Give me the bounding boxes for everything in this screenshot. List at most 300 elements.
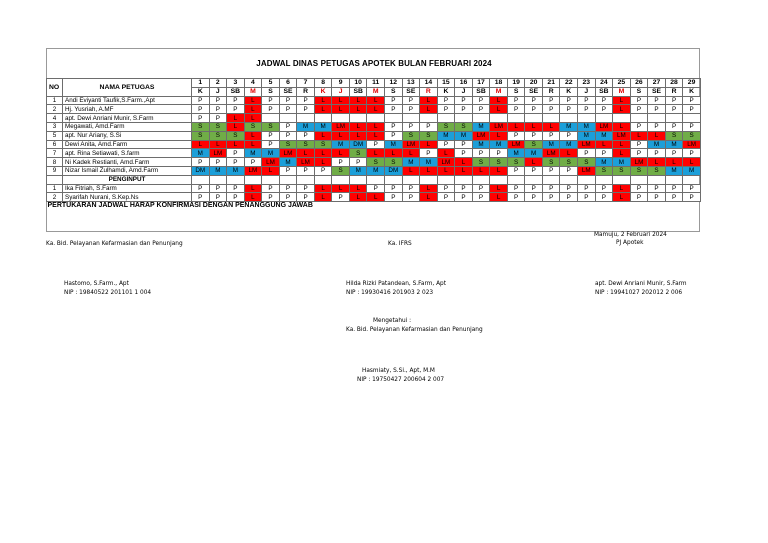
shift-cell: S: [455, 122, 473, 131]
shift-cell: LM: [507, 140, 525, 149]
shift-cell: L: [420, 105, 438, 114]
shift-cell: P: [332, 193, 350, 202]
shift-cell: P: [507, 131, 525, 140]
shift-cell: P: [437, 96, 455, 105]
shift-cell: P: [262, 184, 280, 193]
shift-cell: S: [507, 158, 525, 167]
shift-cell: [648, 114, 666, 123]
shift-cell: DM: [349, 140, 367, 149]
shift-cell: [472, 114, 490, 123]
staff-row: [47, 140, 701, 149]
shift-cell: M: [332, 140, 350, 149]
header-date: 23: [578, 79, 596, 88]
header-date: 24: [595, 79, 613, 88]
header-weekday: R: [665, 87, 683, 96]
shift-cell: L: [630, 131, 648, 140]
shift-cell: S: [297, 140, 315, 149]
shift-cell: P: [227, 149, 245, 158]
shift-cell: S: [613, 166, 631, 175]
shift-cell: P: [332, 158, 350, 167]
shift-cell: S: [437, 122, 455, 131]
shift-cell: [613, 114, 631, 123]
shift-cell: P: [490, 149, 508, 158]
shift-cell: P: [455, 193, 473, 202]
ack-signatory-nip: NIP : 19750427 200604 2 007: [357, 377, 445, 383]
header-weekday: R: [542, 87, 560, 96]
shift-cell: [367, 114, 385, 123]
shift-cell: L: [244, 184, 262, 193]
shift-cell: P: [192, 105, 210, 114]
staff-name: Andi Eviyanti Taufik,S.Farm.,Apt: [63, 96, 192, 105]
header-date: 8: [314, 79, 332, 88]
shift-cell: L: [420, 166, 438, 175]
shift-cell: M: [437, 131, 455, 140]
row-number: 1: [47, 184, 63, 193]
shift-cell: L: [613, 122, 631, 131]
staff-row: [47, 158, 701, 167]
shift-cell: P: [648, 122, 666, 131]
shift-cell: P: [385, 193, 403, 202]
header-weekday: K: [437, 87, 455, 96]
shift-cell: P: [455, 105, 473, 114]
shift-cell: P: [420, 149, 438, 158]
shift-cell: M: [683, 166, 701, 175]
row-number: 9: [47, 166, 63, 175]
shift-cell: P: [297, 184, 315, 193]
shift-cell: S: [314, 140, 332, 149]
shift-cell: P: [262, 131, 280, 140]
shift-cell: L: [209, 140, 227, 149]
shift-cell: P: [402, 184, 420, 193]
shift-cell: P: [209, 184, 227, 193]
shift-cell: P: [507, 105, 525, 114]
section-blank-cell: [683, 175, 701, 184]
header-date: 25: [613, 79, 631, 88]
shift-cell: P: [595, 149, 613, 158]
shift-cell: P: [279, 193, 297, 202]
staff-name: Ni Kadek Restianti, Amd.Farm: [63, 158, 192, 167]
shift-cell: P: [665, 184, 683, 193]
shift-cell: P: [314, 166, 332, 175]
shift-cell: L: [385, 149, 403, 158]
schedule-note: PERTUKARAN JADWAL HARAP KONFIRMASI DENGAN PENANGGUNG JAWAB: [47, 202, 313, 210]
shift-cell: P: [209, 96, 227, 105]
shift-cell: L: [490, 193, 508, 202]
shift-cell: P: [665, 193, 683, 202]
shift-cell: P: [630, 96, 648, 105]
header-weekday: S: [262, 87, 280, 96]
row-number: 2: [47, 105, 63, 114]
shift-cell: L: [613, 193, 631, 202]
section-blank-cell: [472, 175, 490, 184]
shift-cell: P: [385, 96, 403, 105]
shift-cell: P: [542, 166, 560, 175]
shift-cell: P: [665, 96, 683, 105]
shift-cell: P: [683, 184, 701, 193]
mid-role: Ka. IFRS: [388, 241, 412, 247]
shift-cell: P: [227, 105, 245, 114]
shift-cell: M: [595, 158, 613, 167]
shift-cell: L: [490, 105, 508, 114]
shift-cell: L: [332, 105, 350, 114]
section-blank-cell: [244, 175, 262, 184]
shift-cell: P: [648, 96, 666, 105]
staff-name: Ika Fitriah, S.Farm: [63, 184, 192, 193]
shift-cell: L: [420, 96, 438, 105]
shift-cell: LM: [630, 158, 648, 167]
row-number: 2: [47, 193, 63, 202]
shift-cell: P: [455, 96, 473, 105]
shift-cell: P: [542, 105, 560, 114]
shift-cell: P: [560, 131, 578, 140]
right-signatory-nip: NIP : 19941027 202012 2 006: [595, 290, 683, 296]
header-date: 13: [402, 79, 420, 88]
shift-cell: P: [578, 149, 596, 158]
shift-cell: [349, 114, 367, 123]
right-signatory-name: apt. Dewi Anriani Munir, S.Farm: [595, 281, 687, 287]
header-weekday: R: [297, 87, 315, 96]
shift-cell: S: [367, 158, 385, 167]
shift-cell: P: [560, 184, 578, 193]
row-number: 6: [47, 140, 63, 149]
shift-cell: P: [472, 96, 490, 105]
shift-cell: [455, 114, 473, 123]
shift-cell: P: [209, 114, 227, 123]
header-weekday: S: [630, 87, 648, 96]
row-number: 3: [47, 122, 63, 131]
shift-cell: L: [420, 140, 438, 149]
shift-cell: L: [349, 122, 367, 131]
shift-cell: P: [455, 140, 473, 149]
shift-cell: L: [595, 140, 613, 149]
shift-cell: S: [595, 166, 613, 175]
shift-cell: M: [490, 140, 508, 149]
shift-cell: L: [244, 114, 262, 123]
shift-cell: [262, 114, 280, 123]
header-date: 28: [665, 79, 683, 88]
shift-cell: [314, 114, 332, 123]
shift-cell: LM: [279, 149, 297, 158]
section-blank-cell: [192, 175, 210, 184]
shift-cell: L: [507, 122, 525, 131]
section-blank-cell: [402, 175, 420, 184]
shift-cell: S: [525, 140, 543, 149]
staff-name: apt. Rina Setiawati, S.farm: [63, 149, 192, 158]
shift-cell: [542, 114, 560, 123]
shift-cell: [490, 114, 508, 123]
shift-cell: S: [490, 158, 508, 167]
header-weekday: SB: [472, 87, 490, 96]
header-weekday: SB: [595, 87, 613, 96]
shift-cell: M: [192, 149, 210, 158]
shift-cell: LM: [332, 122, 350, 131]
shift-cell: L: [648, 158, 666, 167]
header-weekday: M: [613, 87, 631, 96]
shift-cell: P: [630, 184, 648, 193]
header-weekday: SB: [227, 87, 245, 96]
shift-cell: P: [560, 193, 578, 202]
shift-cell: P: [683, 96, 701, 105]
shift-cell: P: [542, 184, 560, 193]
left-role: Ka. Bid. Pelayanan Kefarmasian dan Penunjang: [46, 241, 183, 247]
shift-cell: P: [507, 184, 525, 193]
shift-cell: P: [192, 114, 210, 123]
shift-cell: P: [683, 105, 701, 114]
shift-cell: P: [648, 184, 666, 193]
section-blank-cell: [385, 175, 403, 184]
header-date: 19: [507, 79, 525, 88]
staff-row: [47, 122, 701, 131]
shift-cell: P: [192, 158, 210, 167]
shift-cell: P: [402, 105, 420, 114]
shift-cell: [402, 114, 420, 123]
header-date: 4: [244, 79, 262, 88]
row-number: 5: [47, 131, 63, 140]
mid-signatory-name: Hilda Rizki Patandean, S.Farm, Apt: [346, 281, 446, 287]
header-date: 18: [490, 79, 508, 88]
shift-cell: LM: [542, 149, 560, 158]
section-blank-cell: [560, 175, 578, 184]
shift-cell: M: [665, 140, 683, 149]
shift-cell: L: [332, 184, 350, 193]
shift-cell: P: [192, 193, 210, 202]
shift-cell: P: [297, 193, 315, 202]
header-weekday: SE: [525, 87, 543, 96]
shift-cell: M: [244, 149, 262, 158]
shift-cell: P: [542, 96, 560, 105]
shift-cell: LM: [209, 149, 227, 158]
shift-cell: P: [525, 184, 543, 193]
shift-cell: L: [613, 105, 631, 114]
shift-cell: P: [385, 122, 403, 131]
shift-cell: S: [420, 131, 438, 140]
shift-cell: LM: [244, 166, 262, 175]
shift-cell: P: [630, 122, 648, 131]
shift-cell: M: [314, 122, 332, 131]
shift-cell: L: [349, 193, 367, 202]
shift-cell: M: [613, 158, 631, 167]
header-weekday: R: [420, 87, 438, 96]
shift-cell: P: [560, 105, 578, 114]
section-blank-cell: [630, 175, 648, 184]
shift-cell: M: [525, 149, 543, 158]
header-no: NO: [47, 79, 63, 97]
roster-table: [46, 78, 701, 220]
staff-name: Dewi Anita, Amd.Farm: [63, 140, 192, 149]
section-blank-cell: [209, 175, 227, 184]
section-blank-cell: [279, 175, 297, 184]
shift-cell: [595, 114, 613, 123]
shift-cell: L: [349, 96, 367, 105]
shift-cell: P: [385, 131, 403, 140]
section-blank-cell: [507, 175, 525, 184]
shift-cell: P: [542, 131, 560, 140]
shift-cell: L: [314, 158, 332, 167]
shift-cell: L: [683, 158, 701, 167]
shift-cell: LM: [578, 140, 596, 149]
mid-signatory-nip: NIP : 19930416 201903 2 023: [346, 290, 434, 296]
header-date: 12: [385, 79, 403, 88]
shift-cell: L: [490, 184, 508, 193]
shift-cell: P: [595, 193, 613, 202]
shift-cell: P: [560, 166, 578, 175]
shift-cell: P: [367, 184, 385, 193]
header-weekday: M: [244, 87, 262, 96]
shift-cell: S: [665, 131, 683, 140]
shift-cell: M: [385, 140, 403, 149]
shift-cell: [683, 114, 701, 123]
shift-cell: L: [244, 131, 262, 140]
shift-cell: M: [578, 122, 596, 131]
shift-cell: P: [507, 96, 525, 105]
shift-cell: L: [244, 96, 262, 105]
section-blank-cell: [665, 175, 683, 184]
shift-cell: S: [209, 122, 227, 131]
left-signatory-nip: NIP : 19840522 201101 1 004: [64, 290, 152, 296]
shift-cell: P: [595, 184, 613, 193]
header-weekday: K: [314, 87, 332, 96]
shift-cell: P: [683, 193, 701, 202]
shift-cell: [437, 114, 455, 123]
shift-cell: M: [420, 158, 438, 167]
shift-cell: L: [437, 166, 455, 175]
shift-cell: M: [542, 140, 560, 149]
shift-cell: [332, 114, 350, 123]
section-blank-cell: [648, 175, 666, 184]
header-weekday: K: [683, 87, 701, 96]
header-date: 27: [648, 79, 666, 88]
shift-cell: L: [613, 96, 631, 105]
shift-cell: L: [314, 193, 332, 202]
shift-cell: S: [630, 166, 648, 175]
shift-cell: P: [297, 105, 315, 114]
shift-cell: P: [542, 193, 560, 202]
shift-cell: L: [367, 122, 385, 131]
shift-cell: P: [578, 184, 596, 193]
shift-cell: L: [227, 114, 245, 123]
shift-cell: M: [209, 166, 227, 175]
shift-cell: P: [578, 96, 596, 105]
header-date: 3: [227, 79, 245, 88]
section-blank-cell: [367, 175, 385, 184]
header-weekday: S: [385, 87, 403, 96]
shift-cell: P: [455, 184, 473, 193]
shift-cell: S: [262, 122, 280, 131]
section-blank-cell: [613, 175, 631, 184]
shift-cell: L: [349, 131, 367, 140]
shift-cell: S: [244, 122, 262, 131]
shift-cell: P: [630, 193, 648, 202]
section-label: PENGINPUT: [63, 175, 192, 184]
shift-cell: L: [613, 140, 631, 149]
header-weekday: SE: [648, 87, 666, 96]
shift-cell: P: [560, 96, 578, 105]
header-weekday: SB: [349, 87, 367, 96]
header-date: 9: [332, 79, 350, 88]
shift-cell: P: [402, 122, 420, 131]
staff-row: [47, 166, 701, 175]
shift-cell: L: [314, 96, 332, 105]
shift-cell: P: [227, 158, 245, 167]
shift-cell: L: [490, 131, 508, 140]
staff-name: Nizar Ismail Zulhamdi, Amd.Farm: [63, 166, 192, 175]
shift-cell: P: [525, 96, 543, 105]
shift-cell: [279, 114, 297, 123]
shift-cell: L: [227, 140, 245, 149]
shift-cell: P: [683, 149, 701, 158]
shift-cell: M: [455, 131, 473, 140]
shift-cell: [560, 114, 578, 123]
shift-cell: P: [648, 149, 666, 158]
shift-cell: M: [349, 166, 367, 175]
header-weekday: SE: [279, 87, 297, 96]
shift-cell: M: [297, 122, 315, 131]
shift-cell: L: [420, 184, 438, 193]
shift-cell: LM: [262, 158, 280, 167]
shift-cell: LM: [437, 158, 455, 167]
shift-cell: L: [314, 105, 332, 114]
shift-cell: S: [227, 131, 245, 140]
shift-cell: L: [613, 184, 631, 193]
shift-cell: L: [297, 149, 315, 158]
shift-cell: P: [525, 166, 543, 175]
shift-cell: P: [244, 158, 262, 167]
staff-row: [47, 149, 701, 158]
header-weekday: J: [578, 87, 596, 96]
ack-signatory-name: Hasmiaty, S.Si., Apt, M.M: [362, 368, 435, 374]
shift-cell: M: [472, 122, 490, 131]
shift-cell: [525, 114, 543, 123]
shift-cell: S: [209, 131, 227, 140]
shift-cell: LM: [578, 166, 596, 175]
shift-cell: L: [490, 166, 508, 175]
shift-cell: L: [560, 149, 578, 158]
section-blank-cell: [297, 175, 315, 184]
shift-cell: M: [560, 140, 578, 149]
shift-cell: S: [349, 149, 367, 158]
section-blank-cell: [542, 175, 560, 184]
shift-cell: P: [279, 131, 297, 140]
header-date: 15: [437, 79, 455, 88]
shift-cell: L: [402, 149, 420, 158]
shift-cell: M: [262, 149, 280, 158]
shift-cell: P: [595, 105, 613, 114]
row-number: 7: [47, 149, 63, 158]
shift-cell: P: [402, 96, 420, 105]
staff-name: Megawati, Amd.Farm: [63, 122, 192, 131]
shift-cell: [665, 114, 683, 123]
shift-cell: P: [279, 122, 297, 131]
section-blank-cell: [314, 175, 332, 184]
row-number: 8: [47, 158, 63, 167]
shift-cell: L: [332, 149, 350, 158]
header-date: 22: [560, 79, 578, 88]
shift-cell: L: [665, 158, 683, 167]
shift-cell: P: [525, 131, 543, 140]
section-spacer: [47, 175, 63, 184]
shift-cell: L: [227, 122, 245, 131]
shift-cell: M: [472, 140, 490, 149]
shift-cell: P: [297, 131, 315, 140]
shift-cell: L: [314, 184, 332, 193]
shift-cell: P: [507, 166, 525, 175]
shift-cell: M: [367, 166, 385, 175]
shift-cell: P: [192, 96, 210, 105]
shift-cell: P: [227, 193, 245, 202]
shift-cell: L: [648, 131, 666, 140]
staff-row: [47, 184, 701, 193]
header-weekday: J: [332, 87, 350, 96]
